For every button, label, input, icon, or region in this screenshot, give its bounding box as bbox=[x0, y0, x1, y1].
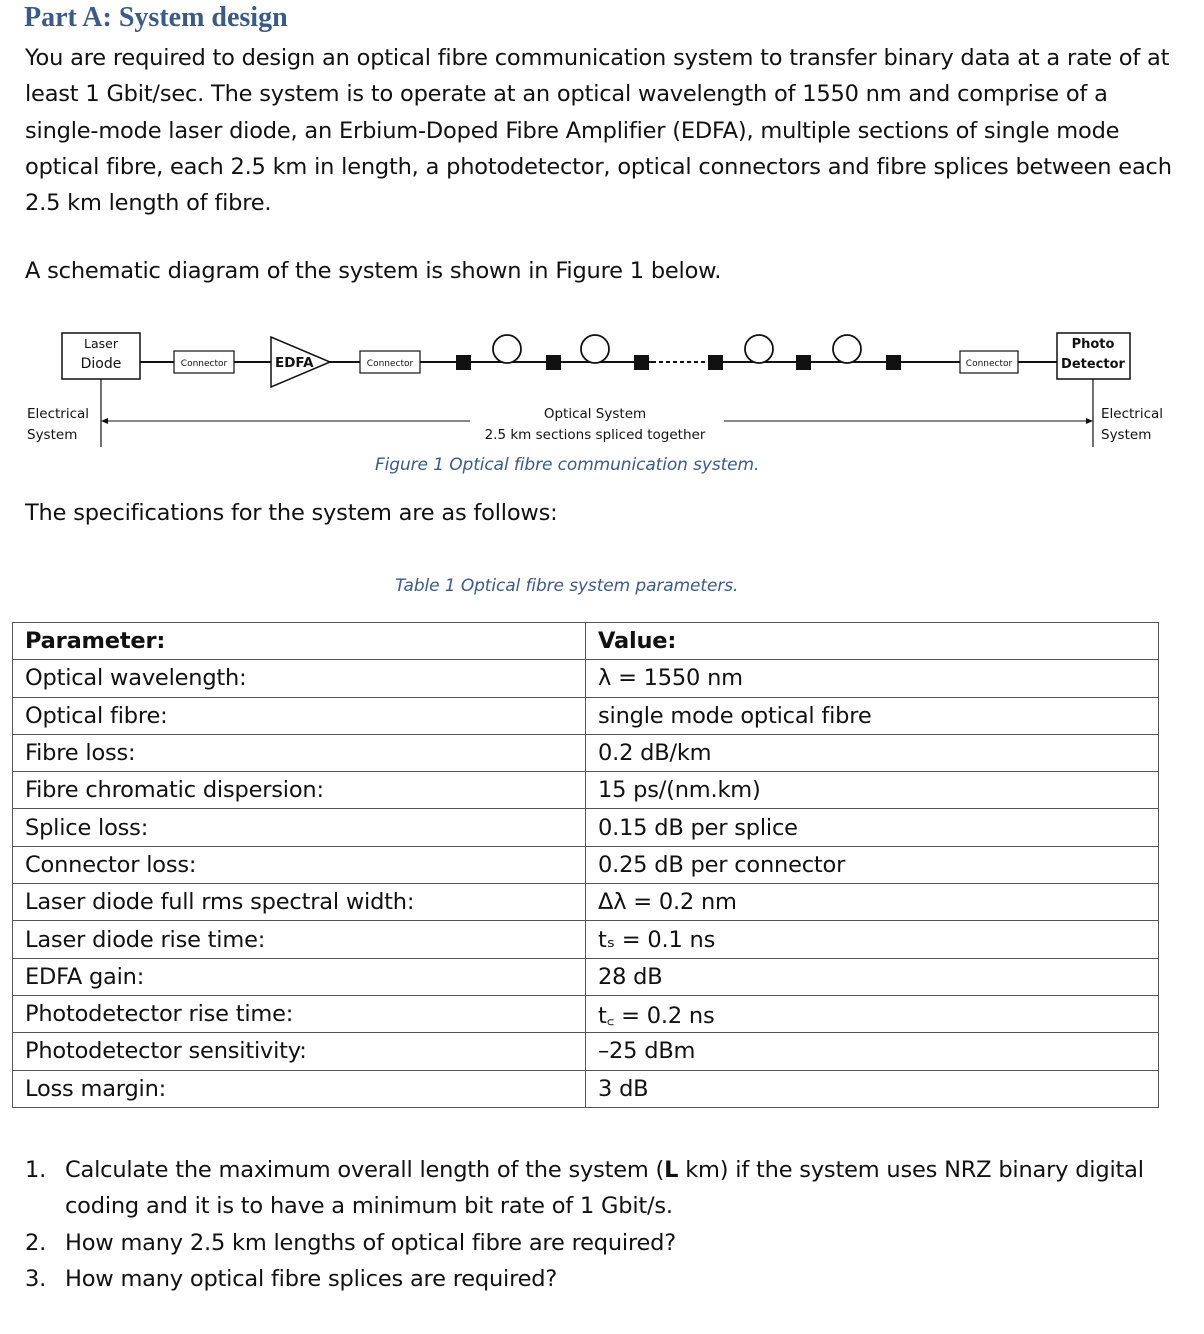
question-text: How many 2.5 km lengths of optical fibre are required? bbox=[65, 1229, 676, 1256]
param-cell: Laser diode full rms spectral width: bbox=[13, 884, 586, 921]
table-row bbox=[13, 772, 1159, 809]
intro-paragraph: You are required to design an optical fibre communication system to transfer binary data at a rate of at least 1 Gbit/sec. The system is to operate at an optical wavelength of 1550 nm and comprise of a single-mode laser diode, an Erbium-Doped Fibre Amplifier (EDFA), multiple sections of single mode optical fibre, each 2.5 km in length, a photodetector, optical connectors and fibre splices between each 2.5 km length of fibre. bbox=[25, 45, 1172, 217]
value-cell: Δλ = 0.2 nm bbox=[586, 884, 1159, 921]
value-cell: tₛ = 0.1 ns bbox=[586, 921, 1159, 958]
question-number: 1. bbox=[25, 1157, 47, 1183]
table-row bbox=[13, 921, 1159, 958]
connector-label-2: Connector bbox=[366, 359, 414, 369]
specs-intro: The specifications for the system are as follows: bbox=[25, 500, 558, 526]
splice-square-5 bbox=[796, 355, 811, 370]
question-text: How many optical fibre splices are required? bbox=[65, 1265, 558, 1292]
param-cell: Fibre loss: bbox=[13, 734, 586, 771]
question-text: Calculate the maximum overall length of the system (L km) if the system uses NRZ binary digital coding and it is to have a minimum bit rate of 1 Gbit/s. bbox=[65, 1157, 1144, 1220]
table-row bbox=[13, 884, 1159, 921]
question-list bbox=[25, 1152, 1175, 1297]
table-caption: Table 1 Optical fibre system parameters. bbox=[395, 576, 739, 596]
connector-label-1: Connector bbox=[180, 359, 228, 369]
value-cell: 3 dB bbox=[586, 1070, 1159, 1107]
value-cell: 15 ps/(nm.km) bbox=[586, 772, 1159, 809]
electrical-right-1: Electrical bbox=[1101, 406, 1164, 422]
right-arrowhead bbox=[1086, 418, 1093, 424]
question-number: 3. bbox=[25, 1265, 47, 1292]
param-cell: Loss margin: bbox=[13, 1070, 586, 1107]
photo-label-1: Photo bbox=[1071, 337, 1115, 352]
question-number: 2. bbox=[25, 1229, 47, 1256]
value-cell: 0.2 dB/km bbox=[586, 734, 1159, 771]
value-cell: t꜀ = 0.2 ns bbox=[586, 995, 1159, 1032]
photo-label-2: Detector bbox=[1061, 357, 1125, 372]
header-value: Value: bbox=[586, 623, 1159, 660]
edfa-label: EDFA bbox=[275, 355, 314, 371]
table-row bbox=[13, 1070, 1159, 1107]
optical-system-label: Optical System bbox=[543, 406, 647, 422]
param-cell: Fibre chromatic dispersion: bbox=[13, 772, 586, 809]
param-cell: Optical wavelength: bbox=[13, 660, 586, 697]
fibre-loop-1 bbox=[493, 335, 521, 363]
param-cell: Optical fibre: bbox=[13, 697, 586, 734]
param-cell: Laser diode rise time: bbox=[13, 921, 586, 958]
splice-square-4 bbox=[708, 355, 723, 370]
splice-square-6 bbox=[886, 355, 901, 370]
electrical-left-2: System bbox=[27, 427, 78, 443]
table-row bbox=[13, 809, 1159, 846]
fibre-loop-2 bbox=[581, 335, 609, 363]
param-cell: Splice loss: bbox=[13, 809, 586, 846]
question-item bbox=[25, 1261, 1175, 1297]
fibre-loop-3 bbox=[745, 335, 773, 363]
laser-label-2: Diode bbox=[80, 356, 122, 372]
splice-square-2 bbox=[546, 355, 561, 370]
question-item bbox=[25, 1225, 1175, 1261]
table-row bbox=[13, 660, 1159, 697]
question-item bbox=[25, 1152, 1175, 1225]
page-heading: Part A: System design bbox=[24, 2, 288, 33]
param-cell: Connector loss: bbox=[13, 846, 586, 883]
table-header-row bbox=[13, 623, 1159, 660]
value-cell: –25 dBm bbox=[586, 1033, 1159, 1070]
figure-caption: Figure 1 Optical fibre communication system. bbox=[375, 455, 760, 475]
table-row bbox=[13, 697, 1159, 734]
value-cell: single mode optical fibre bbox=[586, 697, 1159, 734]
header-parameter: Parameter: bbox=[13, 623, 586, 660]
connector-label-3: Connector bbox=[965, 359, 1013, 369]
table-row bbox=[13, 846, 1159, 883]
value-cell: 0.25 dB per connector bbox=[586, 846, 1159, 883]
left-arrowhead bbox=[101, 418, 108, 424]
electrical-left-1: Electrical bbox=[27, 406, 90, 422]
schematic-intro: A schematic diagram of the system is shown in Figure 1 below. bbox=[25, 258, 722, 284]
param-cell: Photodetector sensitivity: bbox=[13, 1033, 586, 1070]
table-row bbox=[13, 958, 1159, 995]
value-cell: λ = 1550 nm bbox=[586, 660, 1159, 697]
table-row bbox=[13, 995, 1159, 1032]
fibre-loop-4 bbox=[833, 335, 861, 363]
splice-square-3 bbox=[634, 355, 649, 370]
table-row bbox=[13, 734, 1159, 771]
optical-system-sublabel: 2.5 km sections spliced together bbox=[484, 427, 706, 443]
param-cell: Photodetector rise time: bbox=[13, 995, 586, 1032]
splice-square-1 bbox=[456, 355, 471, 370]
parameters-table bbox=[12, 622, 1159, 1108]
table-row bbox=[13, 1033, 1159, 1070]
value-cell: 0.15 dB per splice bbox=[586, 809, 1159, 846]
laser-label-1: Laser bbox=[84, 336, 118, 351]
param-cell: EDFA gain: bbox=[13, 958, 586, 995]
electrical-right-2: System bbox=[1101, 427, 1152, 443]
value-cell: 28 dB bbox=[586, 958, 1159, 995]
